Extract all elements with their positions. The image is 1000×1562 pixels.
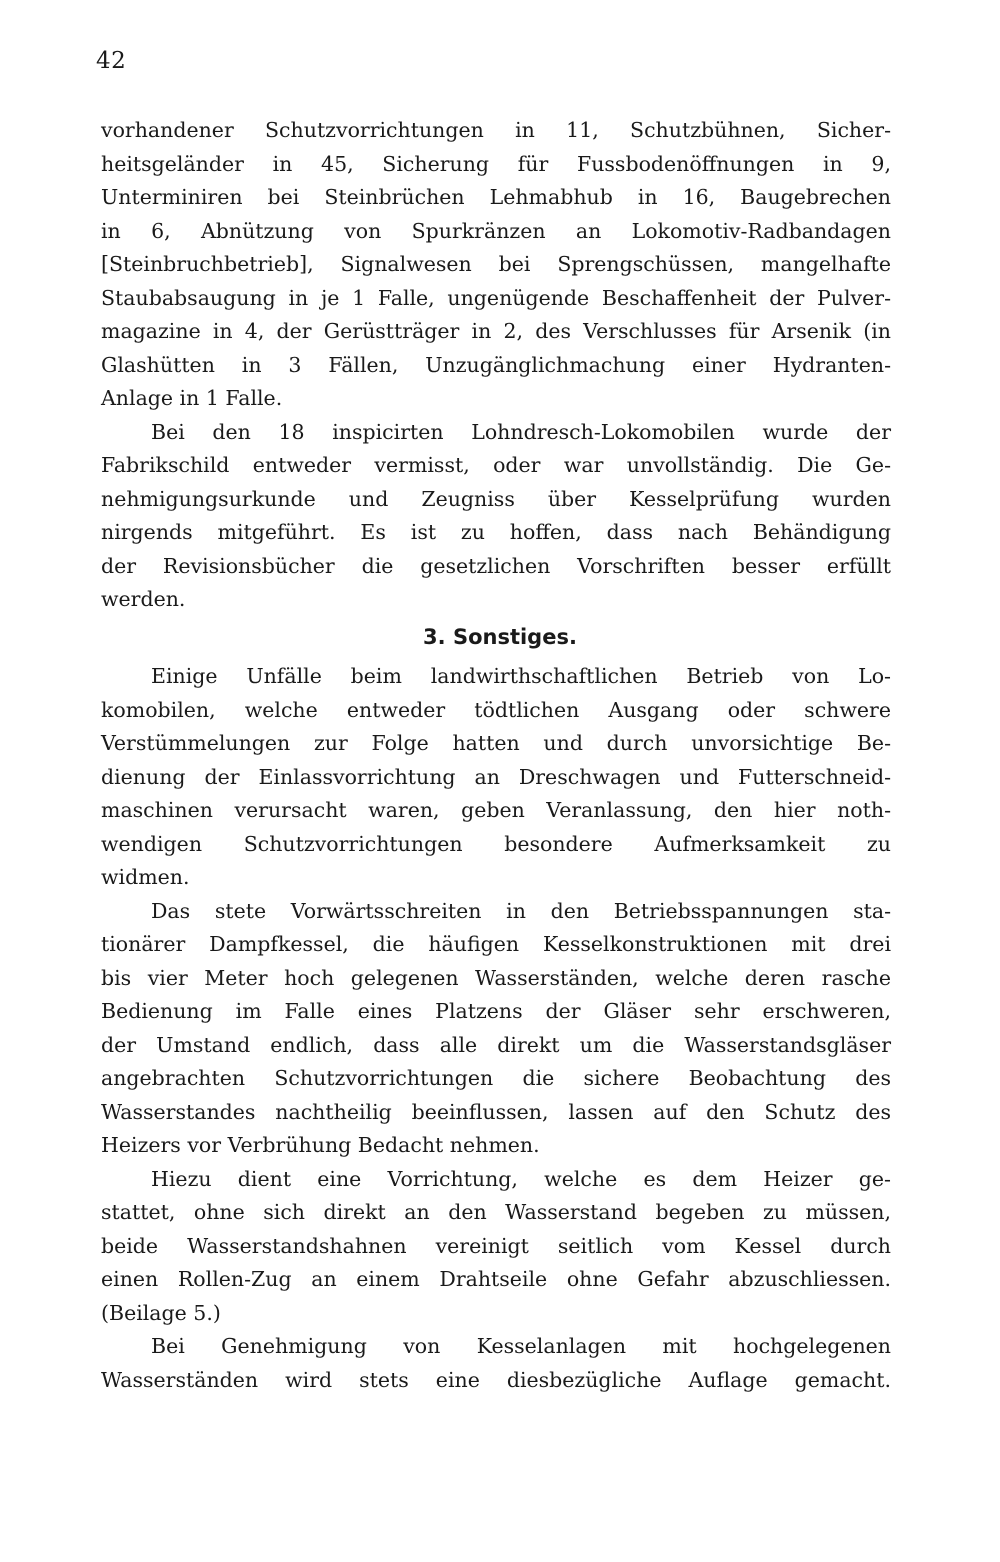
text-line: Anlage in 1 Falle.: [101, 386, 283, 410]
text-line: beide Wasserstandshahnen vereinigt seitlich vom Kessel durch: [101, 1233, 891, 1258]
text-line: Glashütten in 3 Fällen, Unzugänglichmachung einer Hydranten-: [101, 352, 891, 377]
text-line: magazine in 4, der Gerüstträger in 2, des Verschlusses für Arsenik (in: [101, 319, 891, 343]
text-line: einen Rollen-Zug an einem Drahtseile ohne Gefahr abzuschliessen.: [101, 1267, 891, 1291]
text-line: bis vier Meter hoch gelegenen Wasserständen, welche deren rasche: [101, 965, 891, 990]
text-line: Bei den 18 inspicirten Lohndresch-Lokomobilen wurde der: [151, 419, 891, 444]
text-line: Unterminiren bei Steinbrüchen Lehmabhub in 16, Baugebrechen: [101, 185, 891, 209]
text-line: Bedienung im Falle eines Platzens der Gläser sehr erschweren,: [101, 999, 891, 1023]
text-line: (Beilage 5.): [101, 1300, 221, 1325]
text-line: wendigen Schutzvorrichtungen besondere Aufmerksamkeit zu: [101, 831, 891, 856]
text-line: Bei Genehmigung von Kesselanlagen mit hochgelegenen: [151, 1334, 891, 1358]
text-line: der Revisionsbücher die gesetzlichen Vorschriften besser erfüllt: [101, 553, 891, 578]
text-line: Das stete Vorwärtsschreiten in den Betriebsspannungen sta-: [151, 898, 891, 923]
text-line: angebrachten Schutzvorrichtungen die sichere Beobachtung des: [101, 1066, 891, 1090]
text-line: heitsgeländer in 45, Sicherung für Fussbodenöffnungen in 9,: [101, 151, 891, 176]
text-line: dienung der Einlassvorrichtung an Dreschwagen und Futterschneid-: [101, 764, 891, 789]
text-line: Staubabsaugung in je 1 Falle, ungenügende Beschaffenheit der Pulver-: [101, 285, 891, 310]
text-line: vorhandener Schutzvorrichtungen in 11, Schutzbühnen, Sicher-: [101, 118, 891, 142]
text-line: in 6, Abnützung von Spurkränzen an Lokomotiv-Radbandagen: [101, 218, 891, 243]
text-line: widmen.: [101, 865, 190, 889]
text-line: Wasserstandes nachtheilig beeinflussen, lassen auf den Schutz des: [101, 1099, 891, 1124]
text-line: [Steinbruchbetrieb], Signalwesen bei Sprengschüssen, mangelhafte: [101, 252, 891, 276]
text-line: Heizers vor Verbrühung Bedacht nehmen.: [101, 1133, 540, 1157]
text-line: der Umstand endlich, dass alle direkt um die Wasserstandsgläser: [101, 1032, 891, 1057]
section-body: [101, 660, 891, 1397]
page-number: 42: [96, 48, 127, 74]
text-line: Verstümmelungen zur Folge hatten und durch unvorsichtige Be-: [101, 731, 891, 755]
section-heading: 3. Sonstiges.: [423, 625, 577, 649]
text-line: nirgends mitgeführt. Es ist zu hoffen, dass nach Behändigung: [101, 520, 891, 544]
text-line: maschinen verursacht waren, geben Veranlassung, den hier noth-: [101, 798, 891, 822]
text-line: Fabrikschild entweder vermisst, oder war unvollständig. Die Ge-: [101, 453, 891, 477]
body-text-continuation: [101, 114, 891, 617]
text-line: stattet, ohne sich direkt an den Wasserstand begeben zu müssen,: [101, 1200, 891, 1224]
text-line: tionärer Dampfkessel, die häufigen Kesselkonstruktionen mit drei: [101, 932, 891, 956]
text-line: Einige Unfälle beim landwirthschaftlichen Betrieb von Lo-: [151, 664, 891, 688]
text-line: werden.: [101, 587, 186, 611]
text-line: Wasserständen wird stets eine diesbezügliche Auflage gemacht.: [101, 1367, 891, 1392]
text-line: nehmigungsurkunde und Zeugniss über Kesselprüfung wurden: [101, 486, 891, 511]
text-line: komobilen, welche entweder tödtlichen Ausgang oder schwere: [101, 697, 891, 722]
text-line: Hiezu dient eine Vorrichtung, welche es dem Heizer ge-: [151, 1166, 891, 1191]
